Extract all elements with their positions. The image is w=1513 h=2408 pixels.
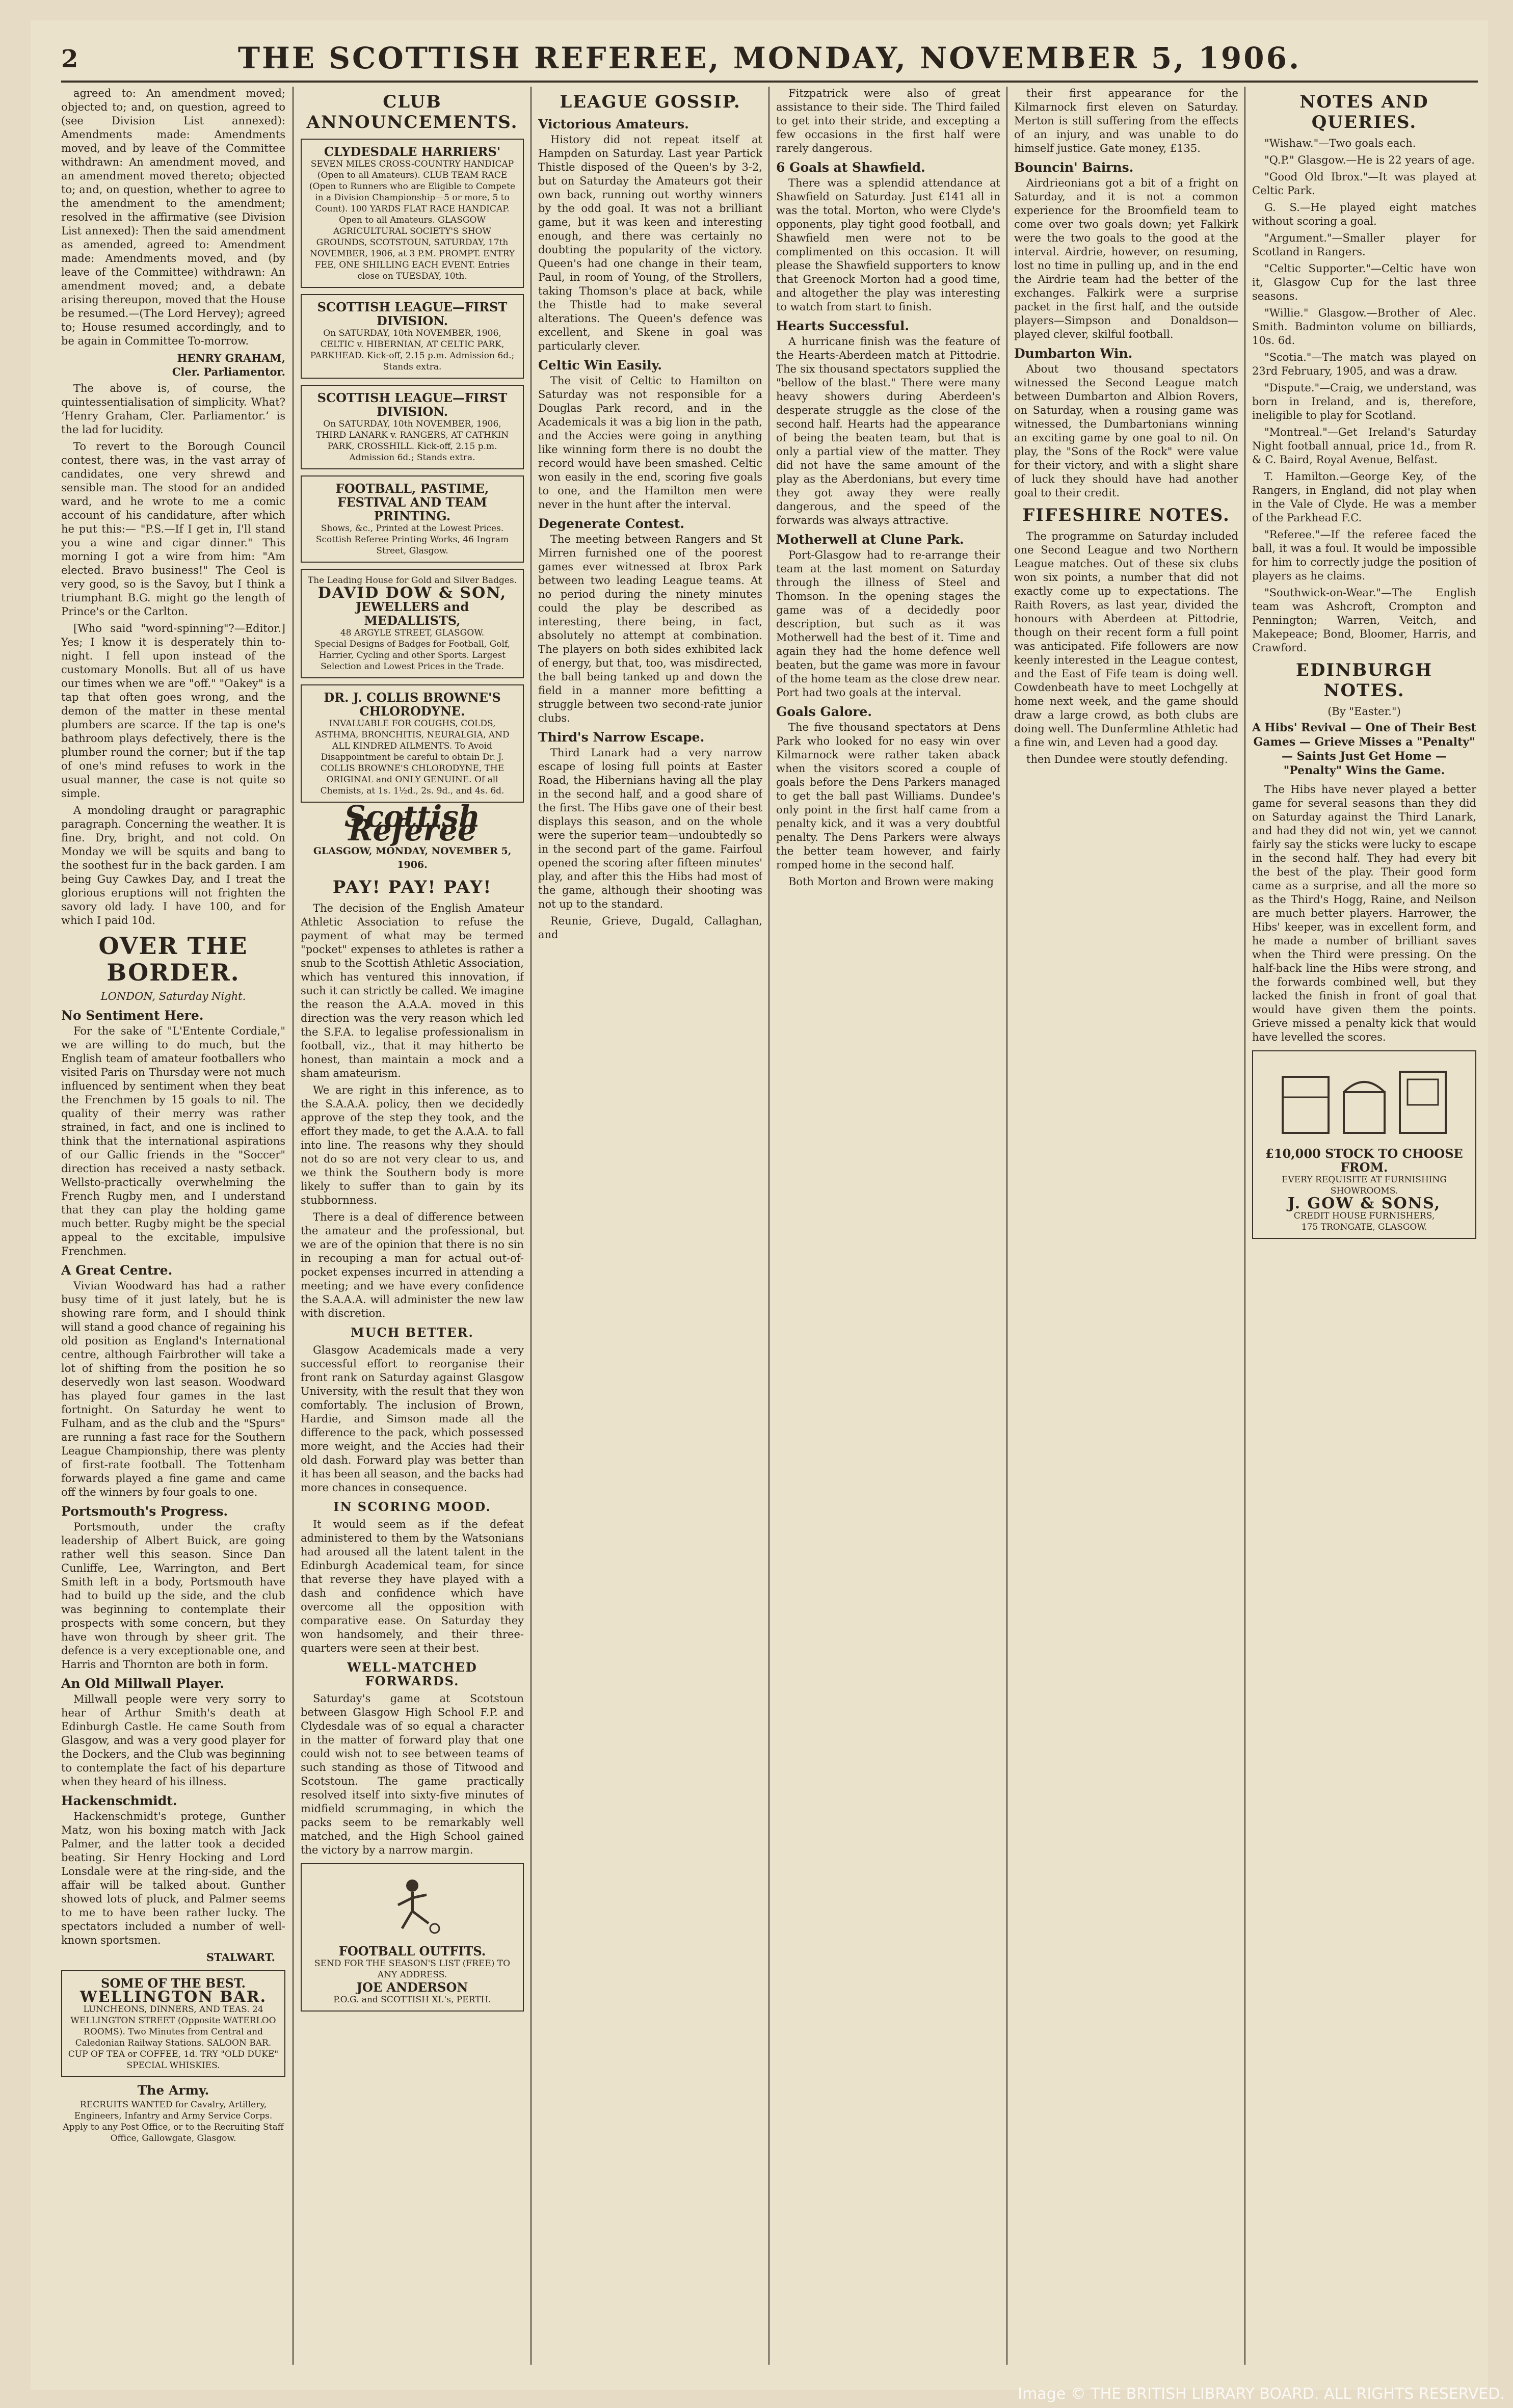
column-rule [1244, 87, 1245, 2365]
paragraph: Airdrieonians got a bit of a fright on Saturday, and it is not a common experience for the Broomfield team to come over two goals down; yet Falkirk were the two goals to the good at the interval. Airdrie, however, on resuming, lost no time in pulling up, and in the end the Airdrie team had the better of the exchanges. Falkirk were a surprise packet in the first half, and the outside players—Simpson and Donaldson—played clever, skilful football. [1014, 177, 1238, 340]
subheading: IN SCORING MOOD. [333, 1499, 491, 1514]
paragraph: Third Lanark had a very narrow escape of losing full points at Easter Road, the Hibernians having all the play in the second half, and a good share of the first. The Hibs gave one of their best displays this season, and on the whole were the superior team—undoubtedly so in the second part of the game. Fairfoul opened the scoring after fifteen minutes' play, and after this the Hibs had most of the game, although their shooting was not up to the standard. [538, 747, 762, 910]
advert-body: Special Designs of Badges for Football, Golf, Harrier, Cycling and other Sports. Largest Selection and Lowest Prices in the Trade. [314, 639, 511, 672]
paragraph: There is a deal of difference between the amateur and the professional, but we are of the opinion that there is no sin in recouping a man for actual out-of-pocket expenses incurred in attending a meeting; and we have every confidence the S.A.A.A. will administer the new law with discretion. [301, 1211, 524, 1319]
column-4 [776, 87, 1000, 2365]
section-heading: FIFESHIRE NOTES. [1022, 505, 1230, 525]
advert-heading: SOME OF THE BEST. [101, 1976, 246, 1991]
column-1 [61, 87, 285, 2365]
column-rule [1006, 87, 1007, 2365]
paragraph: The visit of Celtic to Hamilton on Saturday was not responsible for a Douglas Park record, and in the Academicals it was a big lion in the path, and the Accies were going in anything like winning form there is no doubt the record would have been smashed. Celtic won easily in the end, scoring five goals to one, and the Hamilton men were never in the hunt after the interval. [538, 375, 762, 511]
column-rule [293, 87, 294, 2365]
paragraph: their first appearance for the Kilmarnock first eleven on Saturday. Merton is still suffering from the effects of an injury, and was unable to do himself justice. Gate money, £135. [1014, 87, 1238, 154]
paragraph: The decision of the English Amateur Athletic Association to refuse the payment of what may be termed "pocket" expenses to athletes is rather a snub to the Scottish Athletic Association, which has ventured this innovation, if such it can strictly be called. We imagine the reason the A.A.A. moved in this direction was the very reason which led the S.F.A. to legalise professionalism in football, viz., that it may hitherto be honest, than maintain a mock and a sham amateurism. [301, 902, 524, 1079]
section-heading: NOTES AND QUERIES. [1299, 92, 1429, 133]
author-signoff: STALWART. [206, 1951, 275, 1964]
advert-title: DAVID DOW & SON, [317, 584, 507, 602]
subheading: Hearts Successful. [776, 319, 910, 333]
query-answer: "Scotia."—The match was played on 23rd February, 1905, and was a draw. [1252, 351, 1476, 377]
subheading: Celtic Win Easily. [538, 358, 662, 373]
query-answer: "Dispute."—Craig, we understand, was born in Ireland, and is, therefore, ineligible to play for Scotland. [1252, 382, 1476, 421]
masthead-rule [61, 81, 1478, 83]
paragraph: Fitzpatrick were also of great assistance to their side. The Third failed to get into their stride, and excepting a few occasions in the first half were rarely dangerous. [776, 87, 1000, 154]
query-answer: G. S.—He played eight matches without scoring a goal. [1252, 201, 1476, 227]
advert-body: SEND FOR THE SEASON'S LIST (FREE) TO ANY ADDRESS. [314, 1959, 511, 1980]
advert-address: 175 TRONGATE, GLASGOW. [1301, 1222, 1427, 1232]
query-answer: "Wishaw."—Two goals each. [1264, 137, 1416, 149]
dateline: LONDON, Saturday Night. [100, 990, 246, 1002]
advert-title: FOOTBALL, PASTIME, FESTIVAL AND TEAM PRINTING. [335, 481, 489, 523]
advert-box [301, 475, 524, 563]
query-answer: "Willie." Glasgow.—Brother of Alec. Smith. Badminton volume on billiards, 10s. 6d. [1252, 307, 1476, 347]
subheading: 6 Goals at Shawfield. [776, 160, 925, 175]
query-answer: "Celtic Supporter."—Celtic have won it, Glasgow Cup for the last three seasons. [1252, 262, 1476, 302]
paragraph: The five thousand spectators at Dens Park who looked for no easy win over Kilmarnock were rather taken aback when the visitors scored a couple of goals before the Dens Parkers managed to get the ball past Williams. Dundee's only point in the first half came from a penalty kick, and it was a very doubtful penalty. The Dens Parkers were always the better team however, and fairly romped home in the second half. [776, 721, 1000, 871]
byline: (By "Easter.") [1328, 705, 1401, 718]
paragraph: Millwall people were very sorry to hear of Arthur Smith's death at Edinburgh Castle. He came South from Glasgow, and was a very good player for the Dockers, and the Club was beginning to contemplate the fact of his departure when they heard of his illness. [61, 1693, 285, 1788]
editorial-heading: PAY! PAY! PAY! [332, 877, 492, 897]
advert-lead: The Leading House for Gold and Silver Badges. [307, 575, 517, 586]
advert-maker: JOE ANDERSON [356, 1980, 468, 1995]
chlorodyne-advert [301, 684, 524, 803]
advert-body: SEVEN MILES CROSS-COUNTRY HANDICAP (Open to all Amateurs). CLUB TEAM RACE (Open to Runners who are Eligible to Compete in a Division Championship—5 or more, 5 to Count). 100 YARDS FLAT RACE HANDICAP. Open to all Amateurs. GLASGOW AGRICULTURAL SOCIETY'S SHOW GROUNDS, SCOTSTOUN, SATURDAY, 17th NOVEMBER, 1906, at 3 P.M. PROMPT. ENTRY FEE, ONE SHILLING EACH EVENT. Entries close on TUESDAY, 10th. [309, 159, 516, 281]
football-outfits-advert [301, 1863, 524, 2012]
subheading: Goals Galore. [776, 704, 872, 719]
paragraph: For the sake of "L'Entente Cordiale," we are willing to do much, but the English team of amateur footballers who visited Paris on Thursday were not much influenced by sentiment when they beat the Frenchmen by 15 goals to nil. The quality of their merry was rather strained, in fact, and one is inclined to think that the international aspirations of our Gallic friends in the "Soccer" direction has received a nasty setback. Wellsto-practically overwhelming the French Rugby men, and I understand that they can play the holding game much better. Rugby might be the special appeal to the excitable, impulsive Frenchmen. [61, 1025, 285, 1257]
advert-trade: CREDIT HOUSE FURNISHERS, [1293, 1211, 1435, 1221]
query-answer: T. Hamilton.—George Key, of the Rangers, in England, did not play when in the Vale of Clyde. He was a member of the Parkhead F.C. [1252, 470, 1476, 524]
footballer-illustration [307, 1874, 518, 1939]
subheading: Portsmouth's Progress. [61, 1504, 228, 1519]
paragraph: The above is, of course, the quintessentialisation of simplicity. What? ‘Henry Graham, Cler. Parliamentor.’ is the lad for lucidity. [61, 382, 285, 436]
subheading: Degenerate Contest. [538, 516, 685, 531]
paragraph: The meeting between Rangers and St Mirren furnished one of the poorest games ever witnessed at Ibrox Park between two leading League teams. At no period during the ninety minutes could the play be described as interesting, there being, in fact, absolutely no attempt at combination. The players on both sides exhibited lack of energy, but that, too, was misdirected, the ball being tanked up and down the field in a manner more befitting a struggle between two second-rate junior clubs. [538, 533, 762, 724]
page-number: 2 [61, 45, 78, 73]
advert-title: £10,000 STOCK TO CHOOSE FROM. [1265, 1146, 1463, 1175]
advert-title: SCOTTISH LEAGUE—FIRST DIVISION. [317, 390, 508, 419]
masthead [61, 36, 1478, 82]
column-3 [538, 87, 762, 2365]
paragraph: Saturday's game at Scotstoun between Glasgow High School F.P. and Clydesdale was of so equal a character in the matter of forward play that one could wish not to see between teams of such standing as those of Titwood and Scotstoun. The game practically resolved itself into sixty-five minutes of midfield scrummaging, in which the packs seem to be remarkably well matched, and the High School gained the victory by a narrow margin. [301, 1692, 524, 1856]
paragraph: Reunie, Grieve, Dugald, Callaghan, and [538, 915, 762, 941]
paragraph: The Hibs have never played a better game for several seasons than they did on Saturday against the Third Lanark, and had they did not win, yet we cannot fairly say the sticks were lucky to escape in the second half. They had every bit the best of the play. Their good form came as a surprise, and all the more so as the Third's Hogg, Raine, and Neilson are much better players. Harrower, the Hibs' keeper, was in excellent form, and he made a number of brilliant saves when the Third were pressing. On the half-back line the Hibs were strong, and the forwards combined well, but they lacked the finish in front of goal that would have given them the points. Grieve missed a penalty kick that would have levelled the scores. [1252, 783, 1476, 1043]
masthead-title: THE SCOTTISH REFEREE, MONDAY, NOVEMBER 5, 1906. [237, 41, 1302, 75]
paragraph: Glasgow Academicals made a very successful effort to reorganise their front rank on Saturday against Glasgow University, with the result that they won comfortably. The inclusion of Brown, Hardie, and Simson made all the difference to the pack, which possessed more weight, and the Accies had their old dash. Forward play was better than it has been all season, and the backs had more chances in consequence. [301, 1344, 524, 1494]
paragraph: Hackenschmidt's protege, Gunther Matz, won his boxing match with Jack Palmer, and the latter took a decided beating. Sir Henry Hocking and Lord Lonsdale were at the ring-side, and the affair will be talked about. Gunther showed lots of pluck, and Palmer seems to me to have been rather lucky. The spectators included a number of well-known sportsmen. [61, 1810, 285, 1946]
advert-trade: JEWELLERS and MEDALLISTS, [355, 599, 469, 628]
section-heading: CLUB ANNOUNCEMENTS. [306, 92, 518, 133]
column-6 [1252, 87, 1476, 2365]
query-answer: "Argument."—Smaller player for Scotland in Rangers. [1252, 232, 1476, 258]
column-5 [1014, 87, 1238, 2365]
advert-body: INVALUABLE FOR COUGHS, COLDS, ASTHMA, BRONCHITIS, NEURALGIA, AND ALL KINDRED AILMENTS. To Avoid Disappointment be careful to obtain Dr. J. COLLIS BROWNE'S CHLORODYNE, THE ORIGINAL and ONLY GENUINE. Of all Chemists, at 1s. 1½d., 2s. 9d., and 4s. 6d. [315, 719, 510, 796]
advert-body: LUNCHEONS, DINNERS, AND TEAS. 24 WELLINGTON STREET (Opposite WATERLOO ROOMS). Two Minutes from Central and Caledonian Railway Stations. SALOON BAR. CUP OF TEA or COFFEE, 1d. TRY "OLD DUKE" SPECIAL WHISKIES. [68, 2004, 279, 2071]
subheading: Dumbarton Win. [1014, 346, 1133, 361]
subheading: Victorious Amateurs. [538, 117, 689, 131]
paragraph: agreed to: An amendment moved; objected to; and, on question, agreed to (see Division List annexed): Amendments made: Amendments moved, and by leave of the Committee withdrawn: An amendment moved, and an amendment moved thereto; objected to; and, on question, whether to agree to the amendment to the amendment; resolved in the affirmative (see Division List annexed): Then the said amendment as amended, agreed to: Amendment made: Amendments moved, and (by leave of the Committee) withdrawn: An amendment moved; and, a debate arising thereupon, moved that the House be resumed.—(The Lord Hervey); agreed to; House resumed accordingly, and to be again in Committee To-morrow. [61, 87, 285, 347]
section-heading: EDINBURGH NOTES. [1295, 660, 1433, 701]
advert-body: Shows, &c., Printed at the Lowest Prices. Scottish Referee Printing Works, 46 Ingram Street, Glasgow. [315, 523, 509, 556]
query-answer: "Good Old Ibrox."—It was played at Celtic Park. [1252, 171, 1476, 197]
subheading: WELL-MATCHED FORWARDS. [347, 1660, 477, 1688]
advert-name: J. GOW & SONS, [1287, 1195, 1441, 1212]
paragraph: To revert to the Borough Council contest, there was, in the vast array of candidates, one very shrewd and sensible man. The stood for an andided ward, and he wrote to me a comic account of his candidature, after which he put this:— "P.S.—If I get in, I'll stand you a wine and cigar dinner." This morning I got a wire from him: "Am elected. Bravo business!" The Ceol is very good, so is the Savoy, but I think a triumphant B.G. might go the length of Prince's or the Carlton. [61, 440, 285, 618]
column-2 [301, 87, 524, 2365]
section-heading: OVER THE BORDER. [98, 932, 248, 986]
advert-body: On SATURDAY, 10th NOVEMBER, 1906, CELTIC v. HIBERNIAN, AT CELTIC PARK, PARKHEAD. Kick-off, 2.15 p.m. Admission 6d.; Stands extra. [310, 328, 515, 372]
signature: HENRY GRAHAM, Cler. Parliamentor. [172, 352, 285, 378]
paragraph: [Who said "word-spinning"?—Editor.] Yes; I know it is desperately thin to-night. I fell upon instead of the customary Monolls. But all of us have our times when we are "off." "Oakey" is a tap that often goes wrong, and the demon of the matter in these mental plumbers are scarce. If the tap is one's bathroom plays defectively, there is the plumber round the corner; but if the tap of one's mind refuses to work in the usual manner, the case is not quite so simple. [61, 622, 285, 800]
advert-title: SCOTTISH LEAGUE—FIRST DIVISION. [317, 300, 508, 328]
advert-body: RECRUITS WANTED for Cavalry, Artillery, Engineers, Infantry and Army Service Corps. Apply to any Post Office, or to the Recruiting Staff Office, Gallowgate, Glasgow. [63, 2100, 284, 2144]
paragraph: It would seem as if the defeat administered to them by the Watsonians had aroused all the latent talent in the Edinburgh Academical team, for since that reverse they have played with a dash and confidence which have overcome all the opposition with comparative ease. On Saturday they won handsomely, and their three-quarters were seen at their best. [301, 1518, 524, 1654]
query-answer: "Southwick-on-Wear."—The English team was Ashcroft, Crompton and Pennington; Warren, Veitch, and Makepeace; Bond, Bloomer, Harris, and Crawford. [1252, 587, 1476, 654]
advert-title: FOOTBALL OUTFITS. [338, 1944, 486, 1959]
furniture-illustration [1258, 1062, 1470, 1142]
paragraph: Portsmouth, under the crafty leadership of Albert Buick, are going rather well this season. Since Dan Cunliffe, Lee, Warrington, and Bert Smith left in a body, Portsmouth have had to build up the side, and the club was beginning to contemplate their prospects with some concern, but they have won through by sheer grit. The defence is a very exceptionable one, and Harris and Thornton are both in form. [61, 1521, 285, 1671]
paragraph: A mondoling draught or paragraphic paragraph. Concerning the weather. It is fine. Dry, bright, and not cold. On Monday we will be squits and bang to the soothest fur in the back garden. I am being Guy Cawkes Day, and I treat the glorious eruptions will not frighten the savory old lady. I have 100, and for which I paid 10d. [61, 804, 285, 927]
jeweller-advert [301, 569, 524, 678]
subheading: MUCH BETTER. [351, 1325, 474, 1340]
advert-title: WELLINGTON BAR. [79, 1988, 267, 2006]
advert-title: DR. J. COLLIS BROWNE'S CHLORODYNE. [324, 690, 501, 719]
query-answer: "Referee."—If the referee faced the ball, it was a foul. It would be impossible for him to correctly judge the position of players as he claims. [1252, 528, 1476, 582]
advert-line: EVERY REQUISITE AT FURNISHING SHOWROOMS. [1282, 1175, 1447, 1196]
advert-address: P.O.G. and SCOTTISH XI.'s, PERTH. [333, 1995, 491, 2005]
paragraph: Port-Glasgow had to re-arrange their team at the last moment on Saturday through the illness of Steel and Thomson. In the opening stages the game was of a decidedly poor description, but such as it was Motherwell had the best of it. Time and again they had the home defence well beaten, but the game was more in favour of the home team as the close drew near. Port had two goals at the interval. [776, 549, 1000, 699]
paragraph: We are right in this inference, as to the S.A.A.A. policy, then we decidedly approve of the step they took, and the effort they made, to get the A.A.A. to fall into line. The reasons why they should not do so are not very clear to us, and we think the Southern body is more likely to suffer than to gain by its stubbornness. [301, 1084, 524, 1206]
subheading: No Sentiment Here. [61, 1008, 204, 1023]
paragraph: There was a splendid attendance at Shawfield on Saturday. Just £141 all in was the total. Morton, who were Clyde's opponents, play tight good football, and Shawfield men were not to be complimented on this occasion. It will please the Shawfield supporters to know that Greenock Morton had a good time, and altogether the play was interesting to watch from start to finish. [776, 177, 1000, 313]
dateline: GLASGOW, MONDAY, NOVEMBER 5, 1906. [313, 845, 512, 870]
advert-address: 48 ARGYLE STREET, GLASGOW. [340, 628, 485, 638]
subheading: An Old Millwall Player. [61, 1676, 224, 1691]
query-answer: "Q.P." Glasgow.—He is 22 years of age. [1264, 154, 1475, 166]
column-rule [530, 87, 532, 2365]
query-answer: "Montreal."—Get Ireland's Saturday Night football annual, price 1d., from R. & C. Baird, Royal Avenue, Belfast. [1252, 426, 1476, 466]
newspaper-nameplate: Scottish Referee [344, 799, 481, 848]
subheading: A Great Centre. [61, 1263, 173, 1278]
advert-body: On SATURDAY, 10th NOVEMBER, 1906, THIRD LANARK v. RANGERS, AT CATHKIN PARK, CROSSHILL. Kick-off, 2.15 p.m. Admission 6d.; Stands extra. [315, 419, 509, 463]
paragraph: About two thousand spectators witnessed the Second League match between Dumbarton and Albion Rovers, on Saturday, when a rousing game was witnessed, the Dumbartonians winning an exciting game by one goal to nil. On play, the "Sons of the Rock" were value for their victory, and with a slight share of luck they should have had another goal to their credit. [1014, 363, 1238, 499]
column-rule [768, 87, 769, 2365]
section-heading: LEAGUE GOSSIP. [560, 92, 741, 112]
advert-box [301, 385, 524, 469]
copyright-credit: Image © THE BRITISH LIBRARY BOARD. ALL RIGHTS RESERVED. [1018, 2385, 1505, 2403]
paragraph: Both Morton and Brown were making [788, 876, 994, 888]
paragraph: History did not repeat itself at Hampden on Saturday. Last year Partick Thistle disposed of the Queen's by 3-2, but on Saturday the Amateurs got their own back, running out worthy winners by the odd goal. It was not a brilliant game, but it was keen and interesting enough, and there was certainly no doubting the popularity of the victory. Queen's had one change in their team, Paul, in room of Young, of the Strollers, taking Thomson's place at back, while the Thistle had to make several alterations. The Queen's defence was excellent, and Skene in goal was particularly clever. [538, 134, 762, 352]
headline-deck: A Hibs' Revival — One of Their Best Games — Grieve Misses a "Penalty" — Saints Just Get Home — "Penalty" Wins the Game. [1252, 721, 1476, 777]
subheading: The Army. [137, 2083, 209, 2098]
wellington-bar-advert [61, 1970, 285, 2077]
subheading: Hackenschmidt. [61, 1793, 177, 1808]
advert-box [301, 294, 524, 379]
paragraph: The programme on Saturday included one Second League and two Northern League matches. Out of these six clubs won six points, a number that did not exactly come up to expectations. The Raith Rovers, as last year, divided the honours with Aberdeen at Pittodrie, though on their recent form a full point was anticipated. Fife followers are now keenly interested in the League contest, and the East of Fife team is doing well. Cowdenbeath have to meet Lochgelly at home next week, and the game should draw a large crowd, as both clubs are doing well. The Dunfermline Athletic had a fine win, and Leven had a good day. [1014, 530, 1238, 749]
paragraph: A hurricane finish was the feature of the Hearts-Aberdeen match at Pittodrie. The six thousand spectators supplied the "bellow of the blast." There were many heavy showers during Aberdeen's desperate struggle as the close of the second half. Hearts had the appearance of being the beaten team, but that is only a partial view of the matter. They did not have the same amount of the play as the Aberdonians, but every time they got away they were really dangerous, and the speed of the forwards was always attractive. [776, 335, 1000, 526]
furniture-advert [1252, 1050, 1476, 1239]
paragraph: Vivian Woodward has had a rather busy time of it just lately, but he is showing rare form, and I should think will stand a good chance of regaining his old position as England's International centre, although Fairbrother will take a lot of shifting from the position he so deservedly won last season. Woodward has played four games in the last fortnight. On Saturday he went to Fulham, and as the club and the "Spurs" are running a fast race for the Southern League Championship, there was plenty of first-rate football. The Tottenham forwards played a fine game and came off the winners by four goals to one. [61, 1280, 285, 1498]
subheading: Bouncin' Bairns. [1014, 160, 1134, 175]
subheading: Motherwell at Clune Park. [776, 532, 964, 547]
subheading: Third's Narrow Escape. [538, 730, 705, 745]
advert-box [301, 139, 524, 288]
advert-title: CLYDESDALE HARRIERS' [324, 144, 501, 159]
paragraph: then Dundee were stoutly defending. [1026, 753, 1228, 765]
